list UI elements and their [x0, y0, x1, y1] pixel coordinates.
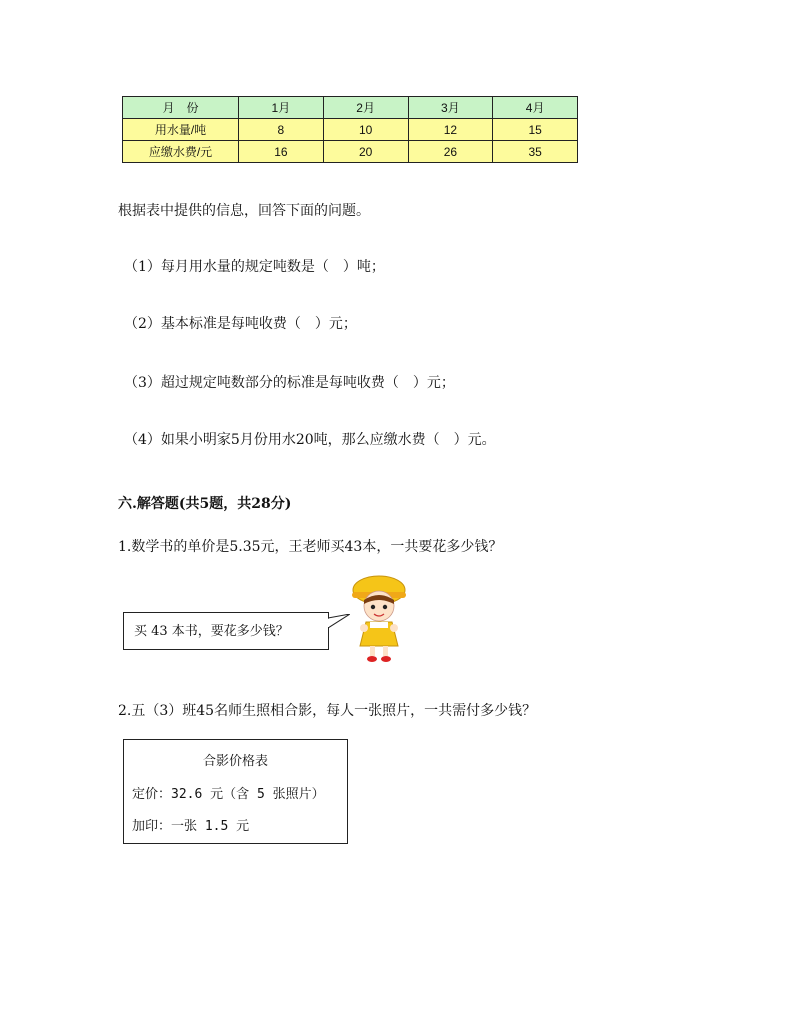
problem-1-text: 1.数学书的单价是5.35元，王老师买43本，一共要花多少钱？ [118, 539, 503, 555]
water-fee-table [122, 96, 578, 163]
table-cell: 2月 [323, 97, 408, 119]
table-cell: 用水量/吨 [123, 119, 239, 141]
table-cell: 35 [493, 141, 578, 163]
question-3: （3）超过规定吨数部分的标准是每吨收费（ ）元； [124, 375, 455, 391]
table-cell: 15 [493, 119, 578, 141]
table-cell: 8 [239, 119, 324, 141]
table-header-row [123, 97, 578, 119]
price-table-title: 合影价格表 [202, 754, 268, 769]
speech-bubble: 买 43 本书，要花多少钱？ [123, 612, 329, 650]
table-cell: 1月 [239, 97, 324, 119]
price-line-1: 定价：32.6 元（含 5 张照片） [132, 787, 325, 802]
problem-2-text: 2.五（3）班45名师生照相合影，每人一张照片，一共需付多少钱？ [118, 703, 537, 719]
table-cell: 应缴水费/元 [123, 141, 239, 163]
table-cell: 10 [323, 119, 408, 141]
table-cell: 12 [408, 119, 493, 141]
question-1: （1）每月用水量的规定吨数是（ ）吨； [124, 259, 385, 275]
price-line-2: 加印：一张 1.5 元 [132, 819, 250, 834]
table-row [123, 141, 578, 163]
table-cell: 16 [239, 141, 324, 163]
table-cell: 月 份 [123, 97, 239, 119]
price-table-box [123, 739, 348, 844]
intro-text: 根据表中提供的信息，回答下面的问题。 [118, 203, 370, 219]
table-cell: 3月 [408, 97, 493, 119]
section-title: 六.解答题(共5题，共28分) [118, 496, 292, 512]
girl-with-yellow-hat-icon [344, 572, 414, 664]
table-cell: 4月 [493, 97, 578, 119]
question-4: （4）如果小明家5月份用水20吨，那么应缴水费（ ）元。 [124, 432, 496, 448]
table-cell: 26 [408, 141, 493, 163]
question-2: （2）基本标准是每吨收费（ ）元； [124, 316, 357, 332]
table-row [123, 119, 578, 141]
table-cell: 20 [323, 141, 408, 163]
